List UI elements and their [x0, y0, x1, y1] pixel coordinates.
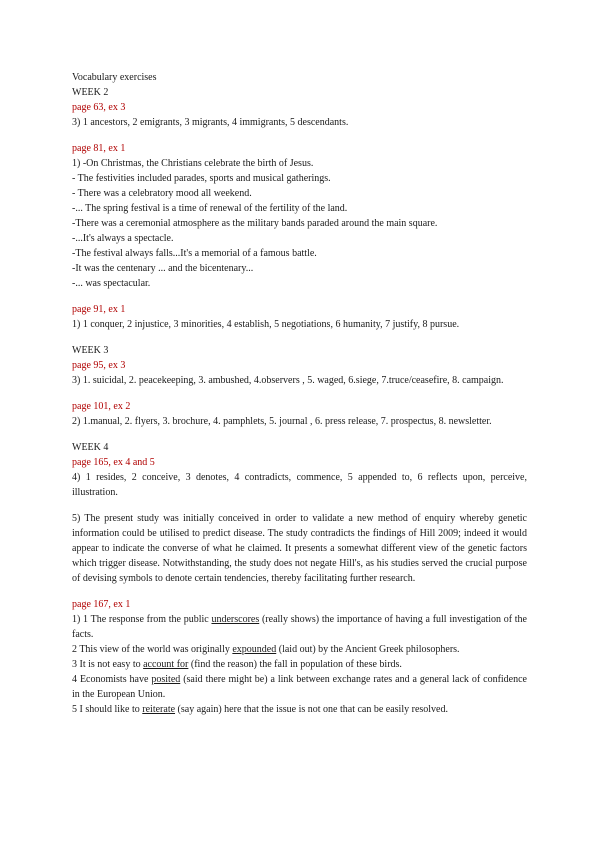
answer-line: 3) 1 ancestors, 2 emigrants, 3 migrants, 4 immigrants, 5 descendants.	[72, 117, 349, 128]
section-heading: page 81, ex 1	[72, 143, 126, 154]
underlined-term: expounded	[232, 644, 277, 655]
week-3-heading: WEEK 3	[72, 345, 109, 356]
answer-line: - The festivities included parades, sports and musical gatherings.	[72, 173, 331, 184]
section-heading: page 63, ex 3	[72, 102, 126, 113]
underlined-term: reiterate	[142, 704, 176, 715]
section-heading: page 101, ex 2	[72, 401, 131, 412]
answer-line: -... was spectacular.	[72, 278, 151, 289]
answer-item: 2 This view of the world was originally expounded (laid out) by the Ancient Greek philosophers.	[72, 644, 460, 655]
answer-line: 1) 1 conquer, 2 injustice, 3 minorities, 4 establish, 5 negotiations, 6 humanity, 7 justify, 8 pursue.	[72, 319, 460, 330]
week-2-heading: WEEK 2	[72, 87, 109, 98]
week-4-heading: WEEK 4	[72, 442, 109, 453]
section-heading: page 91, ex 1	[72, 304, 126, 315]
answer-item: 5 I should like to reiterate (say again) here that the issue is not one that can be easily resolved.	[72, 704, 448, 715]
underlined-term: account for	[143, 659, 189, 670]
document-page	[72, 70, 527, 717]
answer-line: -The festival always falls...It's a memorial of a famous battle.	[72, 248, 317, 259]
underlined-term: underscores	[211, 614, 260, 625]
section-heading: page 95, ex 3	[72, 360, 126, 371]
answer-line: -There was a ceremonial atmosphere as the military bands paraded around the main square.	[72, 218, 438, 229]
answer-paragraph: 4) 1 resides, 2 conceive, 3 denotes, 4 contradicts, commence, 5 appended to, 6 reflects upon, perceive, illustration.	[72, 472, 527, 498]
answer-line: -It was the centenary ... and the bicentenary...	[72, 263, 254, 274]
answer-line: - There was a celebratory mood all weekend.	[72, 188, 252, 199]
section-heading: page 165, ex 4 and 5	[72, 457, 155, 468]
document-title: Vocabulary exercises	[72, 72, 157, 83]
answer-line: 1) -On Christmas, the Christians celebrate the birth of Jesus.	[72, 158, 314, 169]
underlined-term: posited	[151, 674, 181, 685]
answer-line: -... The spring festival is a time of renewal of the fertility of the land.	[72, 203, 348, 214]
answer-item: 4 Economists have posited (said there might be) a link between exchange rates and a general lack of confidence in the European Union.	[72, 674, 527, 700]
answer-line: -...It's always a spectacle.	[72, 233, 174, 244]
answer-item: 3 It is not easy to account for (find the reason) the fall in population of these birds.	[72, 659, 402, 670]
answer-paragraph: 5) The present study was initially conceived in order to validate a new method of enquiry whereby genetic information could be utilised to predict disease. The study contradicts the findings of Hill 2009; indeed it would appear to indicate the converse of what he claimed. It presents a somewhat different view of the genetic factors which trigger disease. Notwithstanding, the study does not negate Hill's, as his studies served the crucial purpose of devising symbols to denote certain tendencies, thereby facilitating further research.	[72, 513, 527, 584]
answer-item: 1) 1 The response from the public underscores (really shows) the importance of having a full investigation of the facts.	[72, 614, 527, 640]
answer-paragraph: 3) 1. suicidal, 2. peacekeeping, 3. ambushed, 4.observers , 5. waged, 6.siege, 7.truce/ceasefire, 8. campaign.	[72, 375, 504, 386]
section-heading: page 167, ex 1	[72, 599, 131, 610]
answer-paragraph: 2) 1.manual, 2. flyers, 3. brochure, 4. pamphlets, 5. journal , 6. press release, 7. prospectus, 8. newsletter.	[72, 416, 492, 427]
